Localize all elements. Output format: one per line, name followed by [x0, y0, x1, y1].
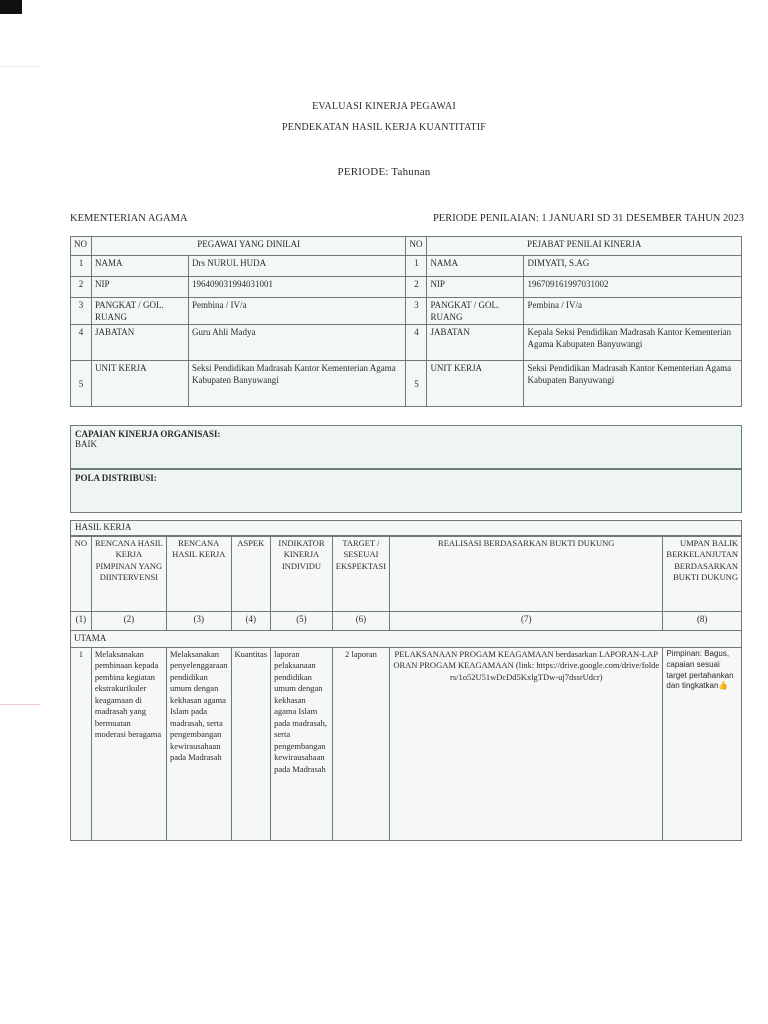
row-label: PANGKAT / GOL. RUANG: [427, 298, 524, 325]
pegawai-table: [70, 236, 742, 407]
scan-artifact: [0, 66, 40, 67]
row-value: DIMYATI, S.AG: [524, 256, 742, 277]
row-value: Seksi Pendidikan Madrasah Kantor Kementerian Agama Kabupaten Banyuwangi: [524, 361, 742, 407]
capaian-kinerja-section: [70, 425, 742, 469]
row-value: Guru Ahli Madya: [189, 325, 406, 361]
col-no: NO: [406, 237, 427, 256]
row-label: PANGKAT / GOL. RUANG: [91, 298, 188, 325]
col-aspek: ASPEK: [231, 537, 271, 612]
col-index: (7): [390, 612, 663, 631]
col-index: (8): [663, 612, 742, 631]
row-label: NAMA: [427, 256, 524, 277]
col-indikator: INDIKATOR KINERJA INDIVIDU: [271, 537, 333, 612]
scan-corner-mark: [0, 0, 22, 14]
row-value: Seksi Pendidikan Madrasah Kantor Kementerian Agama Kabupaten Banyuwangi: [189, 361, 406, 407]
col-index: (2): [91, 612, 166, 631]
column-index-row: [71, 612, 742, 631]
section-utama: UTAMA: [71, 631, 742, 648]
row-indikator: laporan pelaksanaan pendidikan umum dengan kekhasan agama Islam pada madrasah, serta pengembangan kewirausahaan pada Madrasah: [271, 648, 333, 841]
row-value: Drs NURUL HUDA: [189, 256, 406, 277]
col-index: (5): [271, 612, 333, 631]
row-value: Pembina / IV/a: [524, 298, 742, 325]
row-value: Kepala Seksi Pendidikan Madrasah Kantor Kementerian Agama Kabupaten Banyuwangi: [524, 325, 742, 361]
doc-periode: PERIODE: Tahunan: [337, 166, 431, 178]
table-row: [71, 648, 742, 841]
col-index: (6): [332, 612, 389, 631]
capaian-value: BAIK: [75, 439, 97, 449]
col-umpan-balik: UMPAN BALIK BERKELANJUTAN BERDASARKAN BUKTI DUKUNG: [663, 537, 742, 612]
table-row: [71, 325, 742, 361]
row-rencana-pimpinan: Melaksanakan pembinaan kepada pembina kegiatan ekstrakurikuler keagamaan di madrasah yang bermuatan moderasi beragama: [91, 648, 166, 841]
row-label: JABATAN: [91, 325, 188, 361]
scan-artifact: [0, 704, 40, 705]
row-no: 4: [71, 325, 92, 361]
hasil-table-header: [71, 537, 742, 612]
table-row: [71, 361, 742, 407]
row-value: Pembina / IV/a: [189, 298, 406, 325]
pola-title: POLA DISTRIBUSI:: [75, 473, 157, 483]
row-no: 5: [71, 361, 92, 407]
doc-subtitle: PENDEKATAN HASIL KERJA KUANTITATIF: [282, 122, 486, 133]
col-index: (4): [231, 612, 271, 631]
periode-penilaian: PERIODE PENILAIAN: 1 JANUARI SD 31 DESEMBER TAHUN 2023: [432, 213, 744, 224]
col-rencana-hasil: RENCANA HASIL KERJA: [166, 537, 231, 612]
row-aspek: Kuantitas: [231, 648, 271, 841]
row-no: 2: [406, 277, 427, 298]
col-target: TARGET / SESEUAI EKSPEKTASI: [332, 537, 389, 612]
row-umpan-balik: Pimpinan: Bagus, capaian sesuai target pertahankan dan tingkatkan👍: [663, 648, 742, 841]
row-no: 2: [71, 277, 92, 298]
row-label: JABATAN: [427, 325, 524, 361]
table-row: [71, 277, 742, 298]
row-label: NIP: [427, 277, 524, 298]
col-no: NO: [71, 237, 92, 256]
col-index: (3): [166, 612, 231, 631]
doc-title: EVALUASI KINERJA PEGAWAI: [312, 101, 456, 112]
row-label: NAMA: [91, 256, 188, 277]
col-index: (1): [71, 612, 92, 631]
row-no: 1: [71, 648, 92, 841]
section-row: [71, 631, 742, 648]
col-no: NO: [71, 537, 92, 612]
row-value: 196709161997031002: [524, 277, 742, 298]
hasil-kerja-label: HASIL KERJA: [70, 520, 742, 536]
col-pegawai-dinilai: PEGAWAI YANG DINILAI: [91, 237, 406, 256]
row-target: 2 laporan: [332, 648, 389, 841]
col-realisasi: REALISASI BERDASARKAN BUKTI DUKUNG: [390, 537, 663, 612]
row-label: UNIT KERJA: [427, 361, 524, 407]
row-no: 3: [71, 298, 92, 325]
row-value: 196409031994031001: [189, 277, 406, 298]
table-row: [71, 298, 742, 325]
table-row: [71, 256, 742, 277]
row-label: NIP: [91, 277, 188, 298]
row-no: 1: [406, 256, 427, 277]
row-no: 4: [406, 325, 427, 361]
row-no: 1: [71, 256, 92, 277]
col-rencana-pimpinan: RENCANA HASIL KERJA PIMPINAN YANG DIINTERVENSI: [91, 537, 166, 612]
row-rencana-hasil: Melaksanakan penyelenggaraan pendidikan umum dengan kekhasan agama Islam pada madrasah, serta pengembangan kewirausahaan pada Madrasah: [166, 648, 231, 841]
row-no: 3: [406, 298, 427, 325]
organization-name: KEMENTERIAN AGAMA: [70, 213, 188, 224]
hasil-kerja-table: [70, 536, 742, 841]
pegawai-table-header: [71, 237, 742, 256]
row-realisasi: PELAKSANAAN PROGAM KEAGAMAAN berdasarkan LAPORAN-LAPORAN PROGAM KEAGAMAAN (link: https://drive.google.com/drive/folders/1o52U51wDcDd5KxlgTDw-uj7dssrUdcr): [390, 648, 663, 841]
capaian-title: CAPAIAN KINERJA ORGANISASI:: [75, 429, 221, 439]
pola-distribusi-section: [70, 469, 742, 513]
row-label: UNIT KERJA: [91, 361, 188, 407]
row-no: 5: [406, 361, 427, 407]
col-pejabat-penilai: PEJABAT PENILAI KINERJA: [427, 237, 742, 256]
